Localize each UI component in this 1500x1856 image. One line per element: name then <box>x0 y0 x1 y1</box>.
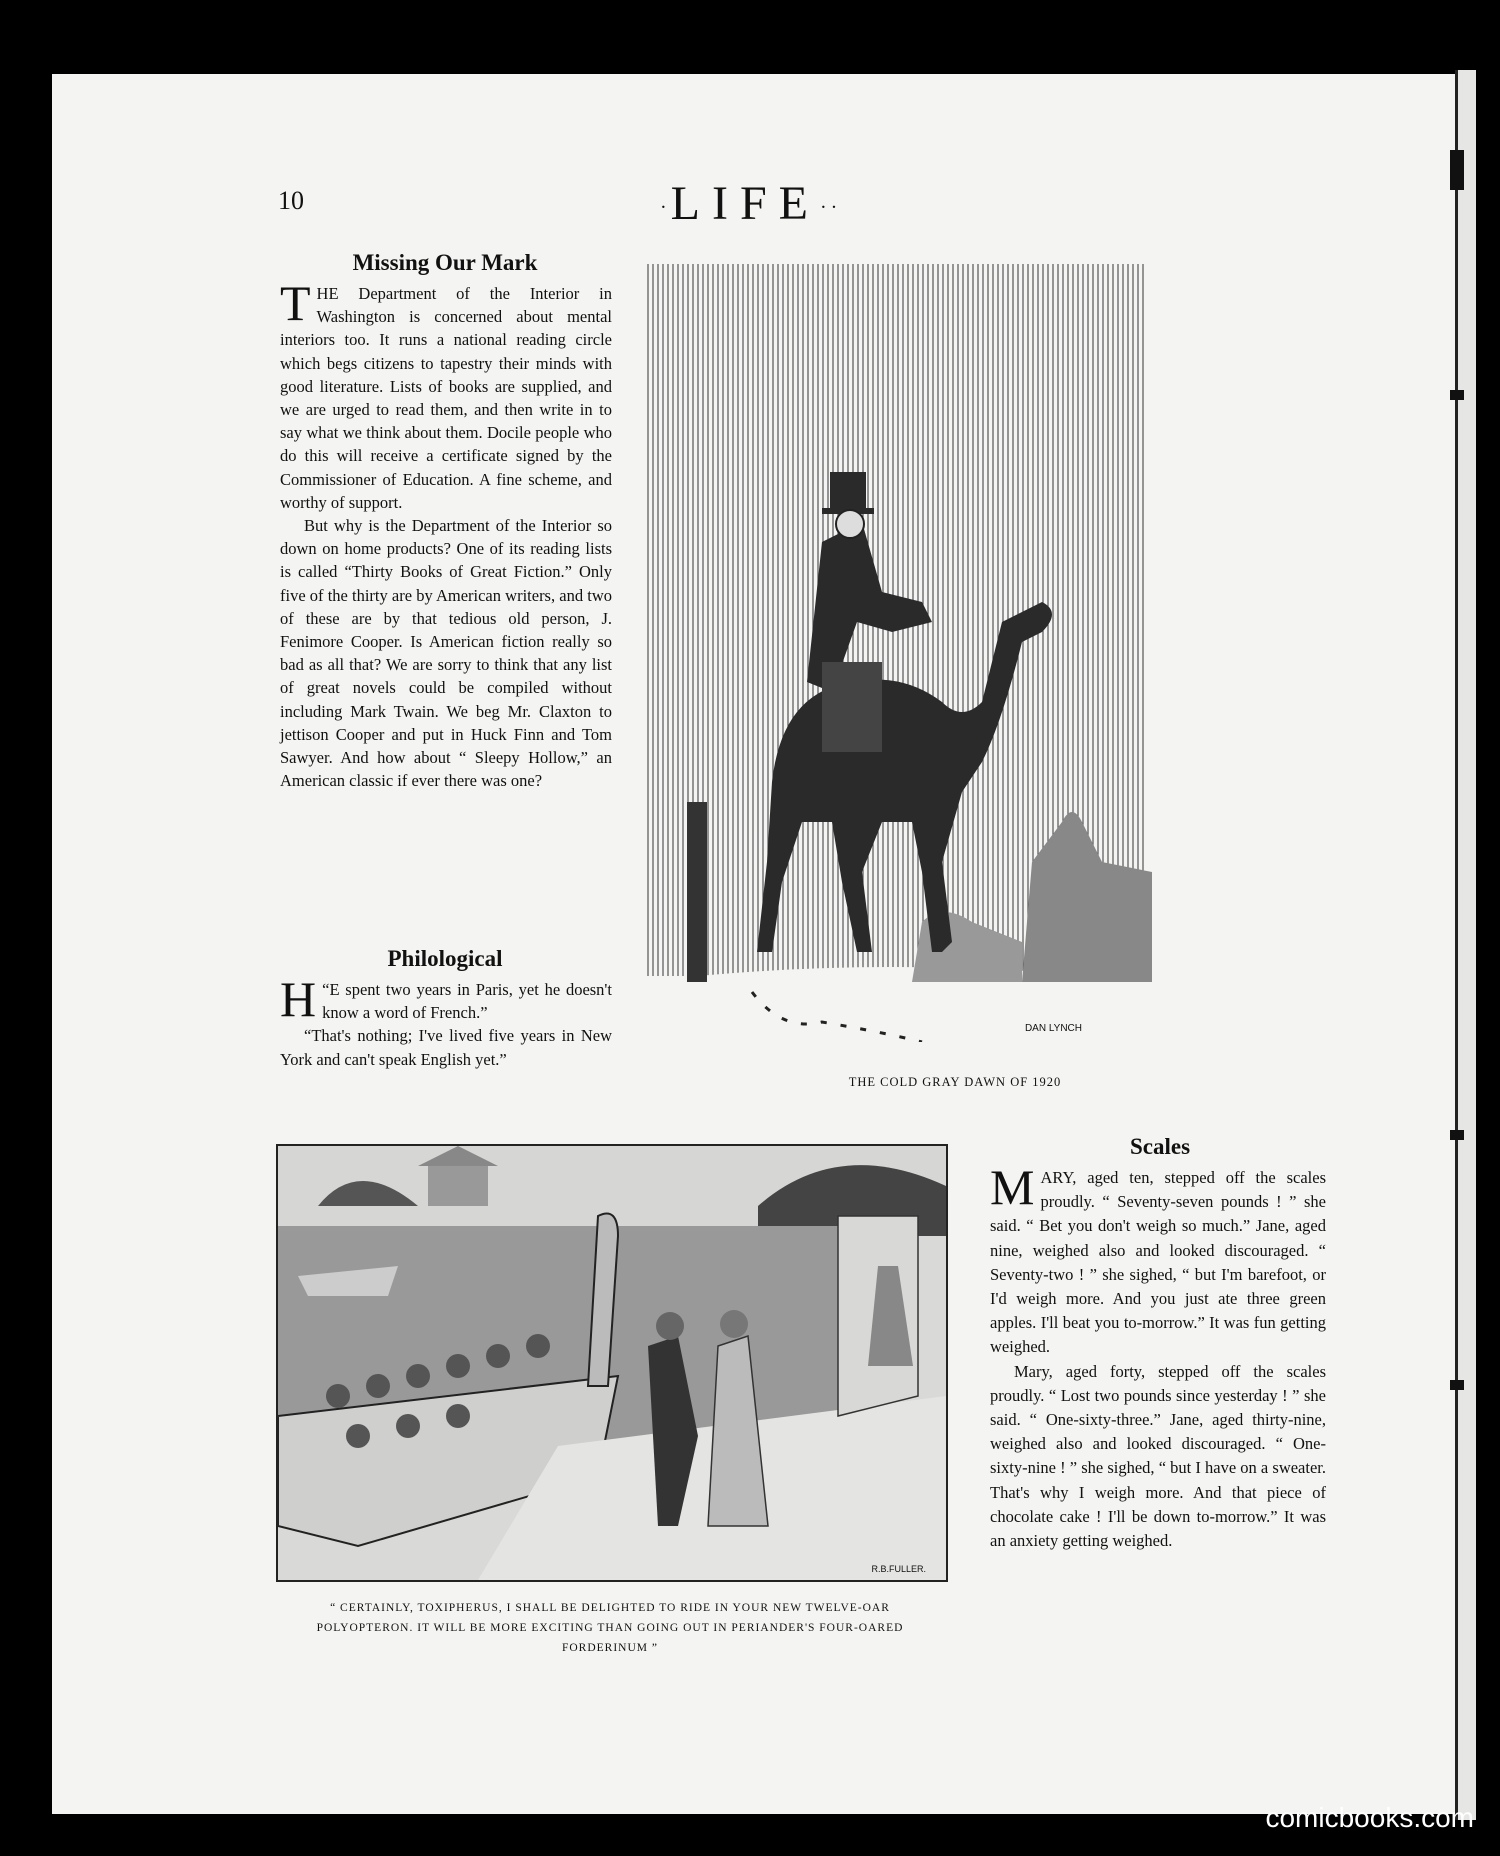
dropcap: H <box>280 971 317 1027</box>
boat-drawing <box>278 1146 946 1580</box>
page-number: 10 <box>278 186 304 215</box>
article-title-missing: Missing Our Mark <box>352 250 538 275</box>
binding-mark <box>1450 150 1464 190</box>
dropcap: T <box>280 275 311 331</box>
figure-caption-boat: “ CERTAINLY, TOXIPHERUS, I SHALL BE DELIGHTED TO RIDE IN YOUR NEW TWELVE-OAR POLYOPTERON. IT WILL BE MORE EXCITING THAN GOING OUT IN PERIANDER'S FOUR-OARED FORDERINUM ” <box>316 1602 904 1654</box>
paragraph: But why is the Department of the Interior so down on home products? One of its reading lists is called “Thirty Books of Great Fiction.” Only five of the thirty are by American writers, and two of these are by that tedious old person, J. Fenimore Cooper. Is American fiction really so bad as all that? We are sorry to think that any list of great novels could be compiled without including Mark Twain. We beg Mr. Claxton to jettison Cooper and put in Huck Finn and Tom Sawyer. And how about “ Sleepy Hollow,” an American classic if ever there was one? <box>280 516 612 791</box>
open-quote: “ <box>322 980 330 999</box>
dropcap: M <box>990 1159 1035 1215</box>
watermark: comicbooks.com <box>1265 1802 1474 1833</box>
masthead: ·LIFE·· <box>660 177 842 230</box>
paragraph: HE Department of the Interior in Washington is concerned about mental interiors too. It runs a national reading circle which begs citizens to tapestry their minds with good literature. Lists of books are supplied, and we are urged to read them, and then write in to say what we think about them. Docile people who do this will receive a certificate signed by the Commissioner of Education. A fine scheme, and worthy of support. <box>280 284 612 512</box>
camel-illustration <box>642 262 1152 1042</box>
article-body-philological <box>280 971 612 1071</box>
artist-signature: R.B.FULLER. <box>871 1564 926 1574</box>
binding-mark <box>1450 1380 1464 1390</box>
article-body-missing <box>280 275 612 792</box>
figure-caption-camel: THE COLD GRAY DAWN OF 1920 <box>848 1075 1062 1089</box>
artist-signature: DAN LYNCH <box>1024 1023 1082 1034</box>
paragraph: E spent two years in Paris, yet he doesn't know a word of French.” <box>322 980 612 1023</box>
binding-mark <box>1450 1130 1464 1140</box>
boat-illustration <box>276 1144 948 1582</box>
binding-mark <box>1450 390 1464 400</box>
article-body-scales <box>990 1159 1326 1553</box>
article-title-philological: Philological <box>387 946 503 971</box>
paragraph: “That's nothing; I've lived five years in New York and can't speak English yet.” <box>280 1026 612 1069</box>
camel-drawing <box>642 262 1152 1042</box>
page-spine <box>1455 70 1476 1820</box>
article-title-scales: Scales <box>1129 1134 1191 1159</box>
paragraph: ARY, aged ten, stepped off the scales proudly. “ Seventy-seven pounds ! ” she said. “ Bet you don't weigh so much.” Jane, aged nine, weighed also and looked discouraged. “ Seventy-two ! ” she sighed, “ but I'm barefoot, or I'd weigh more. And you just ate three green apples. I'll beat you to-morrow.” It was fun getting weighed. <box>990 1168 1326 1357</box>
paragraph: Mary, aged forty, stepped off the scales proudly. “ Lost two pounds since yesterday ! ” she said. “ One-sixty-three.” Jane, aged thirty-nine, weighed also and looked discouraged. “ One-sixty-nine ! ” she sighed, “ but I have on a sweater. That's why I weigh more. And that piece of chocolate cake ! I'll be down to-morrow.” It was an anxiety getting weighed. <box>990 1361 1326 1551</box>
masthead-title: LIFE <box>670 177 820 230</box>
